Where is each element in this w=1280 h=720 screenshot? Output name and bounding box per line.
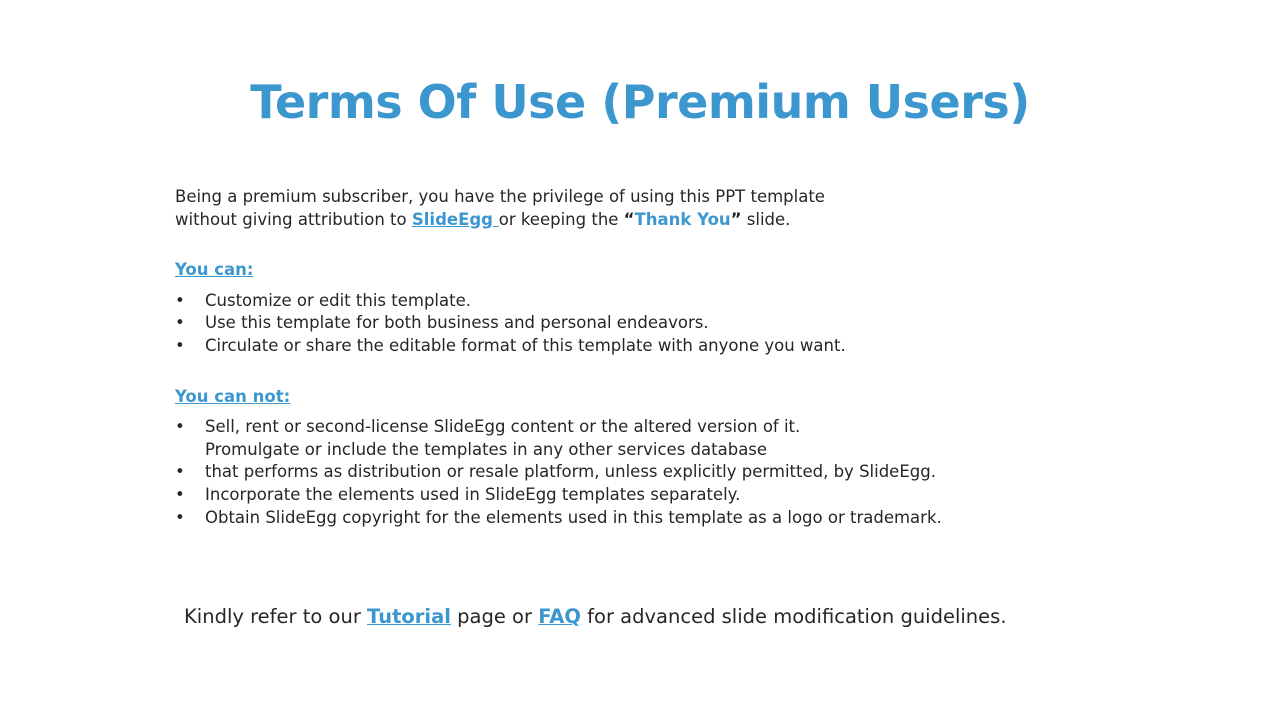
close-quote: ” <box>730 209 742 229</box>
faq-link[interactable]: FAQ <box>538 605 581 628</box>
slideegg-link[interactable]: SlideEgg <box>411 209 499 229</box>
list-item <box>175 290 1095 313</box>
intro-paragraph <box>175 186 1095 231</box>
list-item-text: that performs as distribution or resale platform, unless explicitly permitted, by SlideEgg. <box>205 462 936 482</box>
bullet: • <box>175 290 185 310</box>
intro-line-2-pre: without giving attribution to <box>175 209 412 229</box>
footer-text-mid: page or <box>450 605 539 628</box>
bullet: • <box>175 335 185 355</box>
you-can-heading: You can: <box>175 260 254 280</box>
tutorial-link[interactable]: Tutorial <box>367 605 451 628</box>
list-item-text: Incorporate the elements used in SlideEgg templates separately. <box>205 484 741 504</box>
intro-line-1: Being a premium subscriber, you have the privilege of using this PPT template <box>175 187 825 206</box>
open-quote: “ <box>623 209 635 229</box>
list-item <box>175 461 1095 484</box>
list-item-text: Sell, rent or second-license SlideEgg content or the altered version of it. <box>205 417 801 437</box>
list-item <box>175 416 1095 461</box>
intro-line-2-post: slide. <box>741 209 791 229</box>
list-item <box>175 484 1095 507</box>
footer-note <box>184 603 1184 631</box>
page-title: Terms Of Use (Premium Users) <box>250 75 1030 129</box>
list-item-text: Customize or edit this template. <box>205 290 471 310</box>
list-item-text-continued: Promulgate or include the templates in any other services database <box>205 439 768 459</box>
footer-text-post: for advanced slide modification guidelines. <box>580 605 1007 628</box>
bullet: • <box>175 484 185 504</box>
list-item-text: Obtain SlideEgg copyright for the elements used in this template as a logo or trademark. <box>205 507 942 527</box>
list-item-text: Use this template for both business and personal endeavors. <box>205 313 709 333</box>
you-can-not-list <box>175 416 1095 529</box>
list-item-text: Circulate or share the editable format of this template with anyone you want. <box>205 335 846 355</box>
thank-you-text: Thank You <box>634 209 731 229</box>
list-item <box>175 335 1095 358</box>
intro-line-2-mid: or keeping the <box>498 209 624 229</box>
terms-body <box>175 186 1095 529</box>
you-can-list <box>175 290 1095 358</box>
footer-text-pre: Kindly refer to our <box>184 605 368 628</box>
bullet: • <box>175 417 185 437</box>
list-item <box>175 507 1095 530</box>
bullet: • <box>175 507 185 527</box>
bullet: • <box>175 462 185 482</box>
list-item <box>175 312 1095 335</box>
you-can-not-heading: You can not: <box>175 386 291 406</box>
bullet: • <box>175 313 185 333</box>
